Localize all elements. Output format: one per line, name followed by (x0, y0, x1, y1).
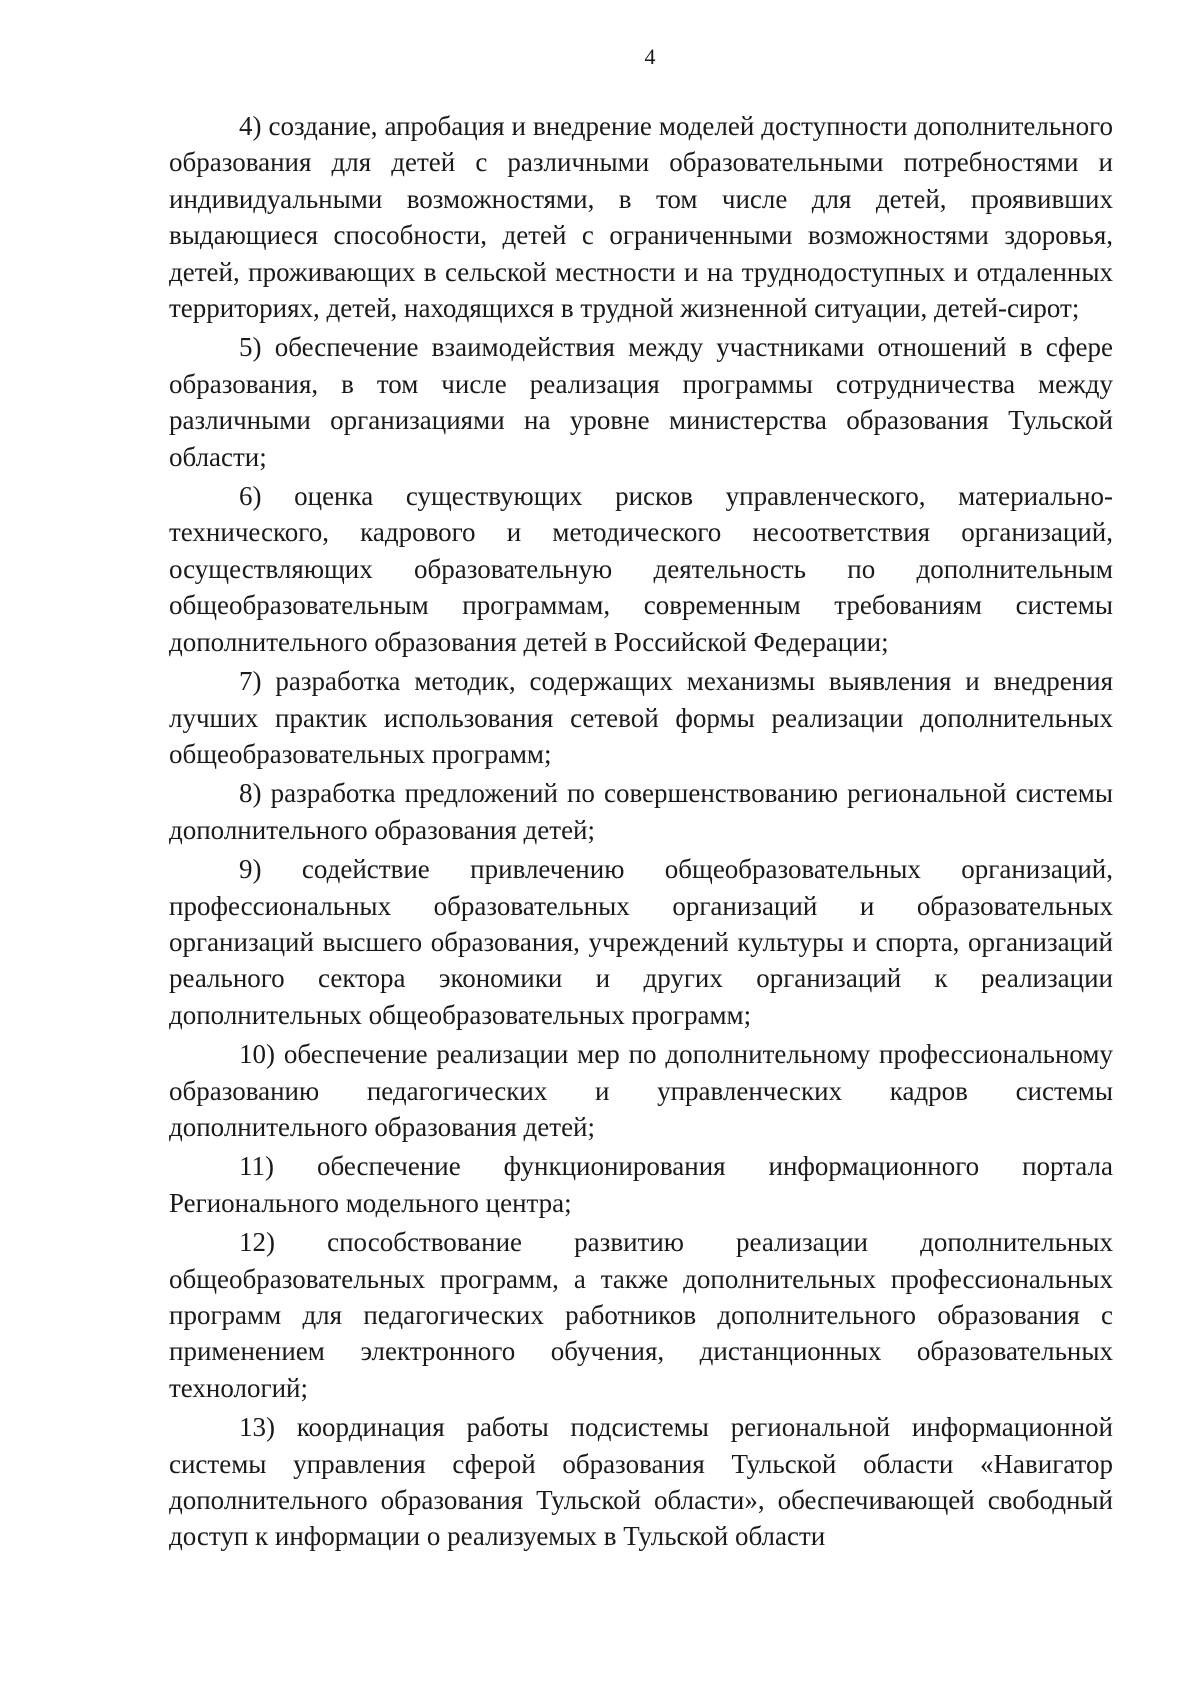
paragraph-item-7: 7) разработка методик, содержащих механизмы выявления и внедрения лучших практик использования сетевой формы реализации дополнительных общеобразовательных программ; (169, 666, 1113, 769)
document-body (169, 108, 1113, 1558)
paragraph-item-11: 11) обеспечение функционирования информационного портала Регионального модельного центра; (169, 1151, 1113, 1218)
paragraph-item-6: 6) оценка существующих рисков управленческого, материально-технического, кадрового и методического несоответствия организаций, осуществляющих образовательную деятельность по дополнительным общеобразовательным программам, современным требованиям системы дополнительного образования детей в Российской Федерации; (169, 481, 1113, 657)
paragraph-item-13: 13) координация работы подсистемы региональной информационной системы управления сферой образования Тульской области «Навигатор дополнительного образования Тульской области», обеспечивающей свободный доступ к информации о реализуемых в Тульской области (169, 1412, 1113, 1552)
paragraph-item-9: 9) содействие привлечению общеобразовательных организаций, профессиональных образовательных организаций и образовательных организаций высшего образования, учреждений культуры и спорта, организаций реального сектора экономики и других организаций к реализации дополнительных общеобразовательных программ; (169, 854, 1113, 1030)
paragraph-item-10: 10) обеспечение реализации мер по дополнительному профессиональному образованию педагогических и управленческих кадров системы дополнительного образования детей; (169, 1039, 1113, 1142)
paragraph-item-4: 4) создание, апробация и внедрение моделей доступности дополнительного образования для детей с различными образовательными потребностями и индивидуальными возможностями, в том числе для детей, проявивших выдающиеся способности, детей с ограниченными возможностями здоровья, детей, проживающих в сельской местности и на труднодоступных и отдаленных территориях, детей, находящихся в трудной жизненной ситуации, детей-сирот; (169, 111, 1113, 324)
page-number: 4 (644, 44, 656, 69)
paragraph-item-5: 5) обеспечение взаимодействия между участниками отношений в сфере образования, в том числе реализация программы сотрудничества между различными организациями на уровне министерства образования Тульской области; (169, 332, 1113, 472)
paragraph-item-12: 12) способствование развитию реализации дополнительных общеобразовательных программ, а также дополнительных профессиональных программ для педагогических работников дополнительного образования с применением электронного обучения, дистанционных образовательных технологий; (169, 1227, 1113, 1403)
paragraph-item-8: 8) разработка предложений по совершенствованию региональной системы дополнительного образования детей; (169, 778, 1113, 845)
